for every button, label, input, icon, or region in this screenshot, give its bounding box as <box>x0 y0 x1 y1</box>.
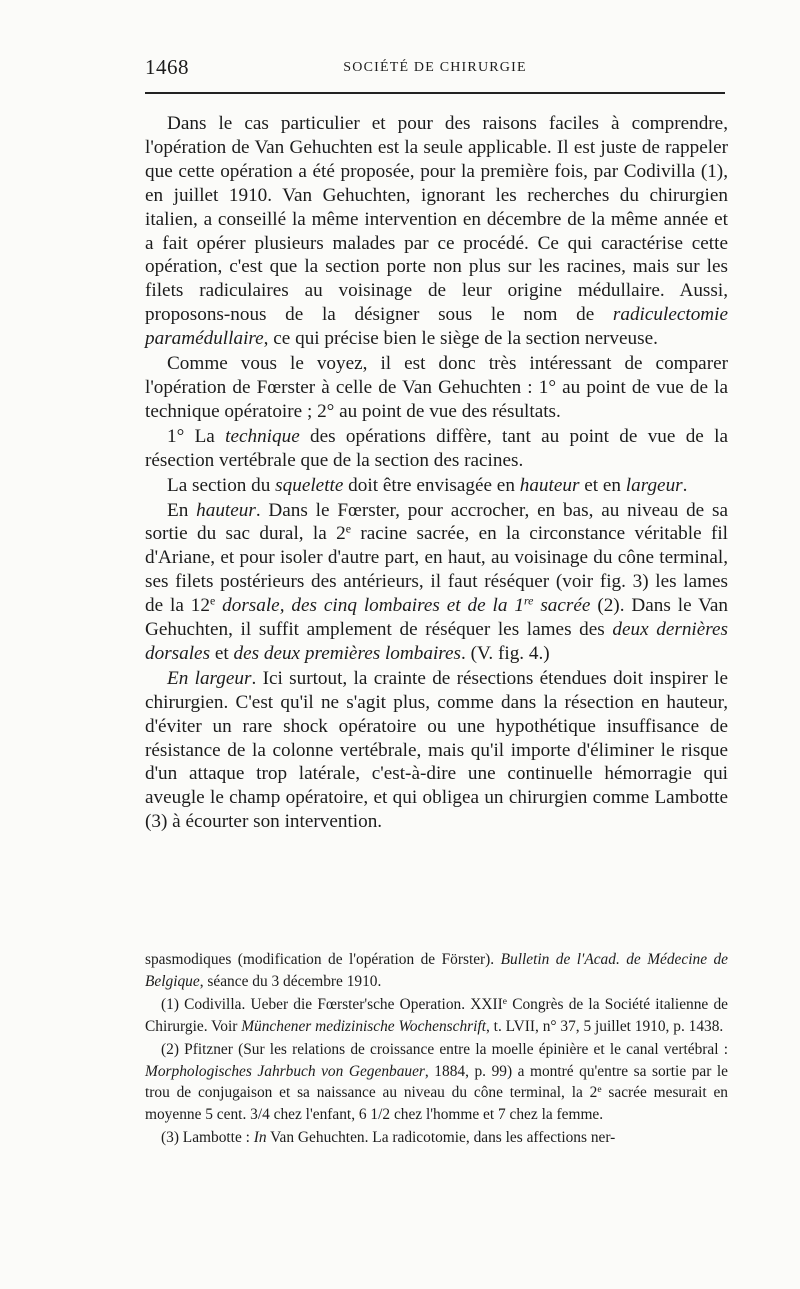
paragraph <box>145 499 728 666</box>
text-run: La section du <box>167 474 276 496</box>
running-header <box>145 50 725 80</box>
text-run: et <box>210 642 234 664</box>
text-run: et en <box>579 474 626 496</box>
text-run: doit être envisagée en <box>343 474 520 496</box>
text-run: (1) Codivilla. Ueber die Fœrster'sche Operation. XXII <box>161 995 503 1013</box>
text-run: . <box>682 474 688 496</box>
text-run: 1° La <box>167 425 226 447</box>
footnote-2 <box>145 1039 728 1127</box>
text-run: Dans le cas particulier et pour des raisons faciles à comprendre, l'opération de Van Gehuchten est la seule applicable. Il est juste de rappeler que cette opération a été proposée, pour la première fois, par Codivilla (1), en juillet 1910. Van Gehuchten, ignorant les recherches du chirurgien italien, a conseillé la même intervention en décembre de la même année et a fait opérer plusieurs malades par ce procédé. Ce qui caractérise cette opération, c'est que la section porte non plus sur les racines, mais sur les filets radiculaires au voisinage de leur origine médullaire. Aussi, proposons-nous de la désigner sous le nom de <box>145 113 728 326</box>
text-run: sacrée <box>533 595 591 617</box>
text-run: , séance du 3 décembre 1910. <box>199 972 382 990</box>
text-run: dorsale, des cinq lombaires et de la 1 <box>222 595 524 617</box>
italic-title: In <box>253 1129 267 1147</box>
footnote-continuation <box>145 949 728 993</box>
footnote-1 <box>145 994 728 1038</box>
superscript: e <box>597 1084 602 1096</box>
paragraph <box>145 474 728 498</box>
italic-term: deux dernières dorsales <box>145 619 728 664</box>
paragraph <box>145 112 728 351</box>
text-run: . Dans le Fœrster, pour accrocher, en bas, au niveau de sa sortie du sac dural, la 2 <box>145 499 728 545</box>
text-run: (3) Lambotte : <box>161 1129 254 1147</box>
italic-term: radiculectomie paramédullaire <box>145 304 728 350</box>
text-run: Congrès de la Société italienne de Chirurgie. Voir <box>145 995 728 1035</box>
italic-term: En largeur <box>167 667 252 689</box>
footnote-3 <box>145 1127 728 1149</box>
text-run: spasmodiques (modification de l'opération de Förster). <box>145 951 501 968</box>
italic-title: Münchener medizinische Wochenschrift <box>241 1017 486 1035</box>
italic-term: squelette <box>275 474 344 496</box>
text-run: racine sacrée, en la circonstance véritable fil d'Ariane, et pour isoler d'autre part, en haut, au voisinage du cône terminal, ses filets postérieurs des antérieurs, il faut réséquer (voir fig. 3) les lames de la 12 <box>145 523 728 617</box>
text-run: . Ici surtout, la crainte de résections étendues doit inspirer le chirurgien. C'est qu'il ne s'agit plus, comme dans la résection en hauteur, d'éviter un rare shock opératoire ou une hypothétique insuffisance de résistance de la colonne vertébrale, mais qu'il importe d'éliminer le risque d'un attaque trop latérale, c'est-à-dire une continuelle hémorragie qui aveugle le champ opératoire, et qui obligea un chirurgien comme Lambotte (3) à écourter son intervention. <box>145 667 728 833</box>
text-run: (2). Dans le Van Gehuchten, il suffit amplement de réséquer les lames des <box>145 595 728 641</box>
text-run: , t. LVII, n° 37, 5 juillet 1910, p. 1438. <box>485 1017 724 1035</box>
page-number: 1468 <box>145 55 189 79</box>
italic-term: hauteur <box>196 499 256 521</box>
superscript: e <box>209 593 216 608</box>
paragraph <box>145 667 728 834</box>
italic-title: Morphologisches Jahrbuch von Gegenbauer <box>145 1062 425 1080</box>
italic-term: largeur <box>625 474 683 496</box>
text-run: (2) Pfitzner (Sur les relations de croissance entre la moelle épinière et le canal vertébral : <box>161 1040 728 1058</box>
text-run: , ce qui précise bien le siège de la section nerveuse. <box>263 328 658 350</box>
text-run: sacrée mesurait en moyenne 5 cent. 3/4 chez l'enfant, 6 1/2 chez l'homme et 7 chez la femme. <box>145 1084 728 1124</box>
footnotes <box>145 949 728 1149</box>
paragraph <box>145 425 728 473</box>
text-run: Van Gehuchten. La radicotomie, dans les affections ner- <box>266 1129 616 1147</box>
italic-term: des deux premières lombaires <box>233 642 462 664</box>
superscript: re <box>523 593 534 608</box>
italic-term <box>222 595 590 616</box>
text-run: . (V. fig. 4.) <box>461 642 550 664</box>
superscript: e <box>345 521 351 536</box>
text-run: , 1884, p. 99) a montré qu'entre sa sortie par le trou de conjugaison et sa naissance au niveau du cône terminal, la 2 <box>145 1062 728 1102</box>
italic-term: hauteur <box>519 474 580 496</box>
running-title: SOCIÉTÉ DE CHIRURGIE <box>343 60 527 75</box>
superscript: e <box>502 995 507 1007</box>
italic-title: Bulletin de l'Acad. de Médecine de Belgique <box>145 951 728 990</box>
paragraph: Comme vous le voyez, il est donc très intéressant de comparer l'opération de Fœrster à celle de Van Gehuchten : 1° au point de vue de la technique opératoire ; 2° au point de vue des résultats. <box>145 353 728 422</box>
body-text <box>145 112 728 834</box>
text-run: En <box>167 499 197 521</box>
header-rule <box>145 92 725 94</box>
italic-term: technique <box>225 425 300 447</box>
text-run: des opérations diffère, tant au point de vue de la résection vertébrale que de la section des racines. <box>145 425 728 471</box>
